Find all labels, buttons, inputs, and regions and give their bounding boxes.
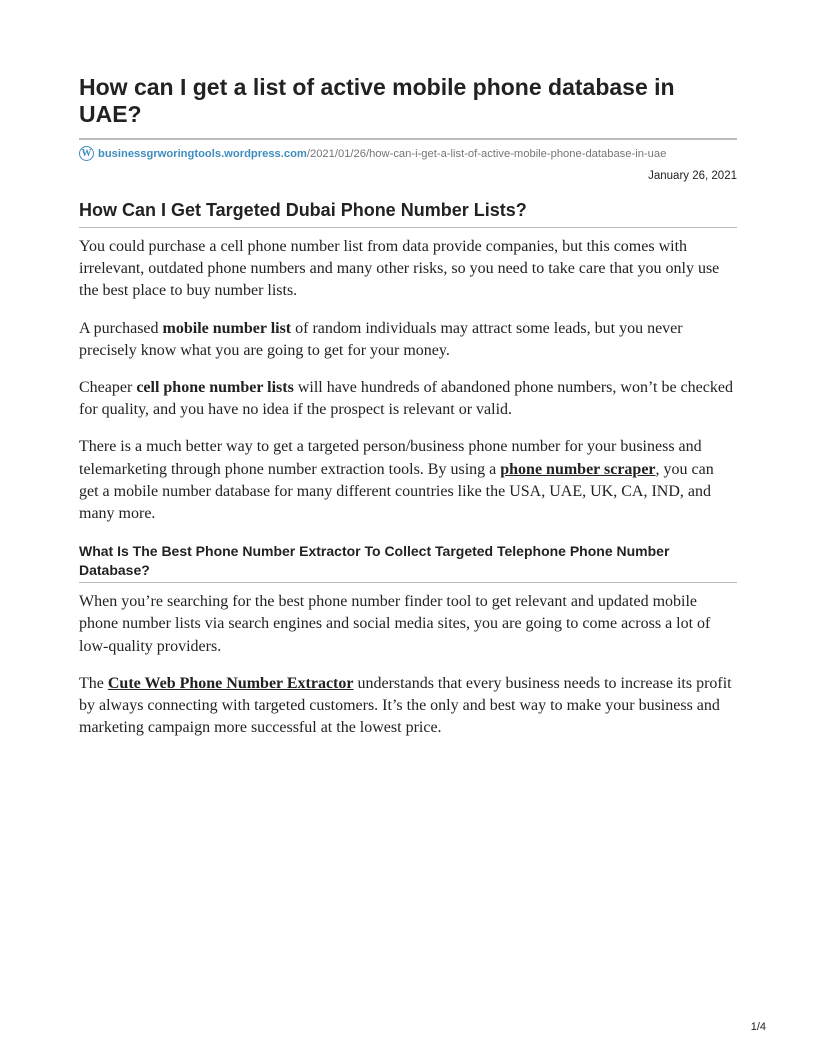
text: will have hundreds of abandoned phone numbers, won’t be checked for quality, and you have no idea if the prospect is relevant or valid. <box>79 379 733 419</box>
text: , you can get a mobile number database for many different countries like the USA, UAE, UK, CA, IND, and many more. <box>79 460 714 523</box>
text: understands that every business needs to increase its profit by always connecting with targeted customers. It’s the only and best way to make your business and marketing campaign more successful at the lowest price. <box>79 674 732 737</box>
text: of random individuals may attract some leads, but you never precisely know what you are going to get for your money. <box>79 319 683 359</box>
text: Cheaper <box>79 379 137 397</box>
paragraph <box>79 377 737 421</box>
paragraph <box>79 318 737 362</box>
wordpress-icon: W <box>79 146 94 161</box>
bold-text: mobile number list <box>162 319 292 337</box>
source-path[interactable]: /2021/01/26/how-can-i-get-a-list-of-active-mobile-phone-database-in-uae <box>306 147 667 160</box>
section-heading-best-extractor: What Is The Best Phone Number Extractor To Collect Targeted Telephone Phone Number Database? <box>79 542 737 583</box>
paragraph: When you’re searching for the best phone number finder tool to get relevant and updated mobile phone number lists via search engines and social media sites, you are going to come across a lot of low-quality providers. <box>79 593 711 655</box>
cute-web-extractor-link[interactable]: Cute Web Phone Number Extractor <box>107 674 354 692</box>
page-title: How can I get a list of active mobile phone database in UAE? <box>79 74 737 140</box>
page-number: 1/4 <box>750 1021 766 1033</box>
text: There is a much better way to get a targeted person/business phone number for your business and telemarketing through phone number extraction tools. By using a <box>79 438 702 478</box>
source-domain[interactable]: businessgrworingtools.wordpress.com <box>98 147 307 160</box>
article <box>79 74 737 739</box>
paragraph <box>79 436 737 525</box>
text: A purchased <box>79 319 163 337</box>
phone-number-scraper-link[interactable]: phone number scraper <box>500 460 656 478</box>
post-date: January 26, 2021 <box>648 170 737 182</box>
section-heading-dubai-lists: How Can I Get Targeted Dubai Phone Number Lists? <box>79 199 737 228</box>
paragraph <box>79 673 737 740</box>
source-url[interactable] <box>79 146 737 161</box>
bold-text: cell phone number lists <box>136 379 294 397</box>
paragraph: You could purchase a cell phone number list from data provide companies, but this comes with irrelevant, outdated phone numbers and many other risks, so you need to take care that you only use the best place to buy number lists. <box>79 238 720 300</box>
text: The <box>79 674 108 692</box>
